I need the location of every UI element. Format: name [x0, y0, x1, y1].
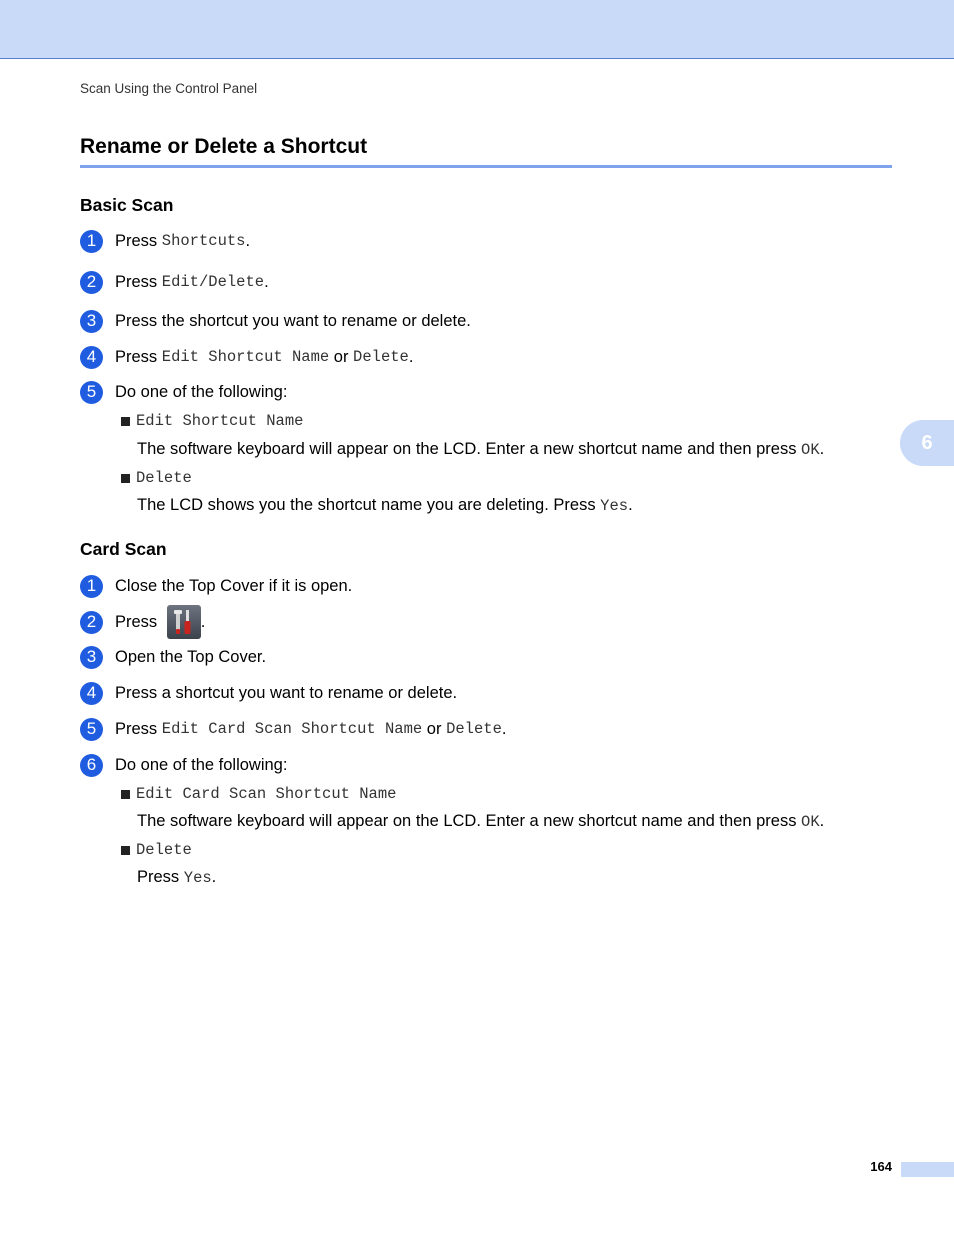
- step-text: .: [200, 612, 206, 631]
- step-text: Press: [115, 719, 162, 738]
- step-text: Do one of the following:: [115, 755, 288, 774]
- card-step-4: [80, 681, 457, 705]
- basic-option-1: [121, 412, 303, 430]
- step-code: Edit/Delete: [161, 273, 265, 291]
- tools-icon[interactable]: [167, 605, 201, 639]
- option-desc-text: .: [819, 440, 825, 458]
- basic-step-4: [80, 345, 413, 369]
- section-heading-basic-scan: Basic Scan: [80, 195, 174, 215]
- square-bullet-icon: [121, 846, 130, 855]
- step-text: or: [329, 347, 354, 366]
- step-number-badge: 1: [80, 575, 103, 598]
- basic-step-3: [80, 309, 471, 333]
- option-desc-text: Press: [137, 868, 184, 886]
- option-desc-code: OK: [801, 441, 820, 459]
- square-bullet-icon: [121, 474, 130, 483]
- step-number-badge: 2: [80, 271, 103, 294]
- step-number-badge: 4: [80, 346, 103, 369]
- step-number-badge: 5: [80, 381, 103, 404]
- option-desc-text: The software keyboard will appear on the LCD. Enter a new shortcut name and then press: [137, 440, 802, 458]
- basic-option-2-desc: [137, 496, 633, 515]
- option-desc-text: The LCD shows you the shortcut name you are deleting. Press: [137, 496, 601, 514]
- step-text: Press a shortcut you want to rename or delete.: [115, 683, 458, 702]
- page-number: 164: [870, 1159, 892, 1174]
- card-option-2-desc: [137, 868, 216, 887]
- step-text: Press: [115, 272, 162, 291]
- card-option-2: [121, 841, 192, 859]
- card-step-6: [80, 753, 287, 777]
- option-desc-text: .: [211, 868, 217, 886]
- option-code: Edit Shortcut Name: [136, 412, 304, 430]
- step-text: Press: [115, 231, 162, 250]
- step-number-badge: 3: [80, 310, 103, 333]
- step-code: Edit Shortcut Name: [161, 348, 330, 366]
- basic-option-2: [121, 469, 192, 487]
- step-text: Open the Top Cover.: [115, 647, 267, 666]
- step-text: .: [245, 231, 251, 250]
- step-text: Press: [115, 347, 162, 366]
- basic-option-1-desc: [137, 440, 824, 459]
- step-text: Close the Top Cover if it is open.: [115, 576, 353, 595]
- step-text: .: [264, 272, 269, 291]
- option-desc-text: .: [628, 496, 633, 514]
- card-step-1: [80, 574, 352, 598]
- title-rule: [80, 165, 892, 168]
- step-code: Delete: [353, 348, 409, 366]
- breadcrumb: Scan Using the Control Panel: [80, 81, 258, 96]
- step-text: Press: [115, 612, 162, 631]
- option-code: Delete: [136, 469, 192, 487]
- step-number-badge: 4: [80, 682, 103, 705]
- step-text: .: [408, 347, 414, 366]
- basic-step-1: [80, 229, 250, 253]
- page-title: Rename or Delete a Shortcut: [80, 135, 368, 158]
- card-step-5: [80, 717, 506, 741]
- card-step-2: [80, 610, 205, 634]
- page-number-bar: [901, 1162, 954, 1177]
- section-heading-card-scan: Card Scan: [80, 539, 167, 559]
- step-text: Press the shortcut you want to rename or delete.: [115, 311, 471, 330]
- option-desc-text: .: [819, 812, 825, 830]
- option-desc-code: Yes: [600, 497, 629, 515]
- step-code: Shortcuts: [161, 232, 246, 250]
- card-option-1-desc: [137, 812, 824, 831]
- step-number-badge: 6: [80, 754, 103, 777]
- step-code: Delete: [446, 720, 502, 738]
- card-option-1: [121, 785, 396, 803]
- chapter-tab[interactable]: 6: [900, 420, 954, 466]
- option-code: Delete: [136, 841, 192, 859]
- option-code: Edit Card Scan Shortcut Name: [136, 785, 397, 803]
- square-bullet-icon: [121, 790, 130, 799]
- basic-step-5: [80, 380, 287, 404]
- step-number-badge: 3: [80, 646, 103, 669]
- step-number-badge: 5: [80, 718, 103, 741]
- top-band: [0, 0, 954, 59]
- option-desc-text: The software keyboard will appear on the LCD. Enter a new shortcut name and then press: [137, 812, 802, 830]
- option-desc-code: Yes: [183, 869, 212, 887]
- step-number-badge: 1: [80, 230, 103, 253]
- square-bullet-icon: [121, 417, 130, 426]
- step-text: .: [501, 719, 507, 738]
- step-text: Do one of the following:: [115, 382, 288, 401]
- step-code: Edit Card Scan Shortcut Name: [161, 720, 423, 738]
- basic-step-2: [80, 270, 269, 294]
- card-step-3: [80, 645, 266, 669]
- step-text: or: [422, 719, 447, 738]
- option-desc-code: OK: [801, 813, 820, 831]
- step-number-badge: 2: [80, 611, 103, 634]
